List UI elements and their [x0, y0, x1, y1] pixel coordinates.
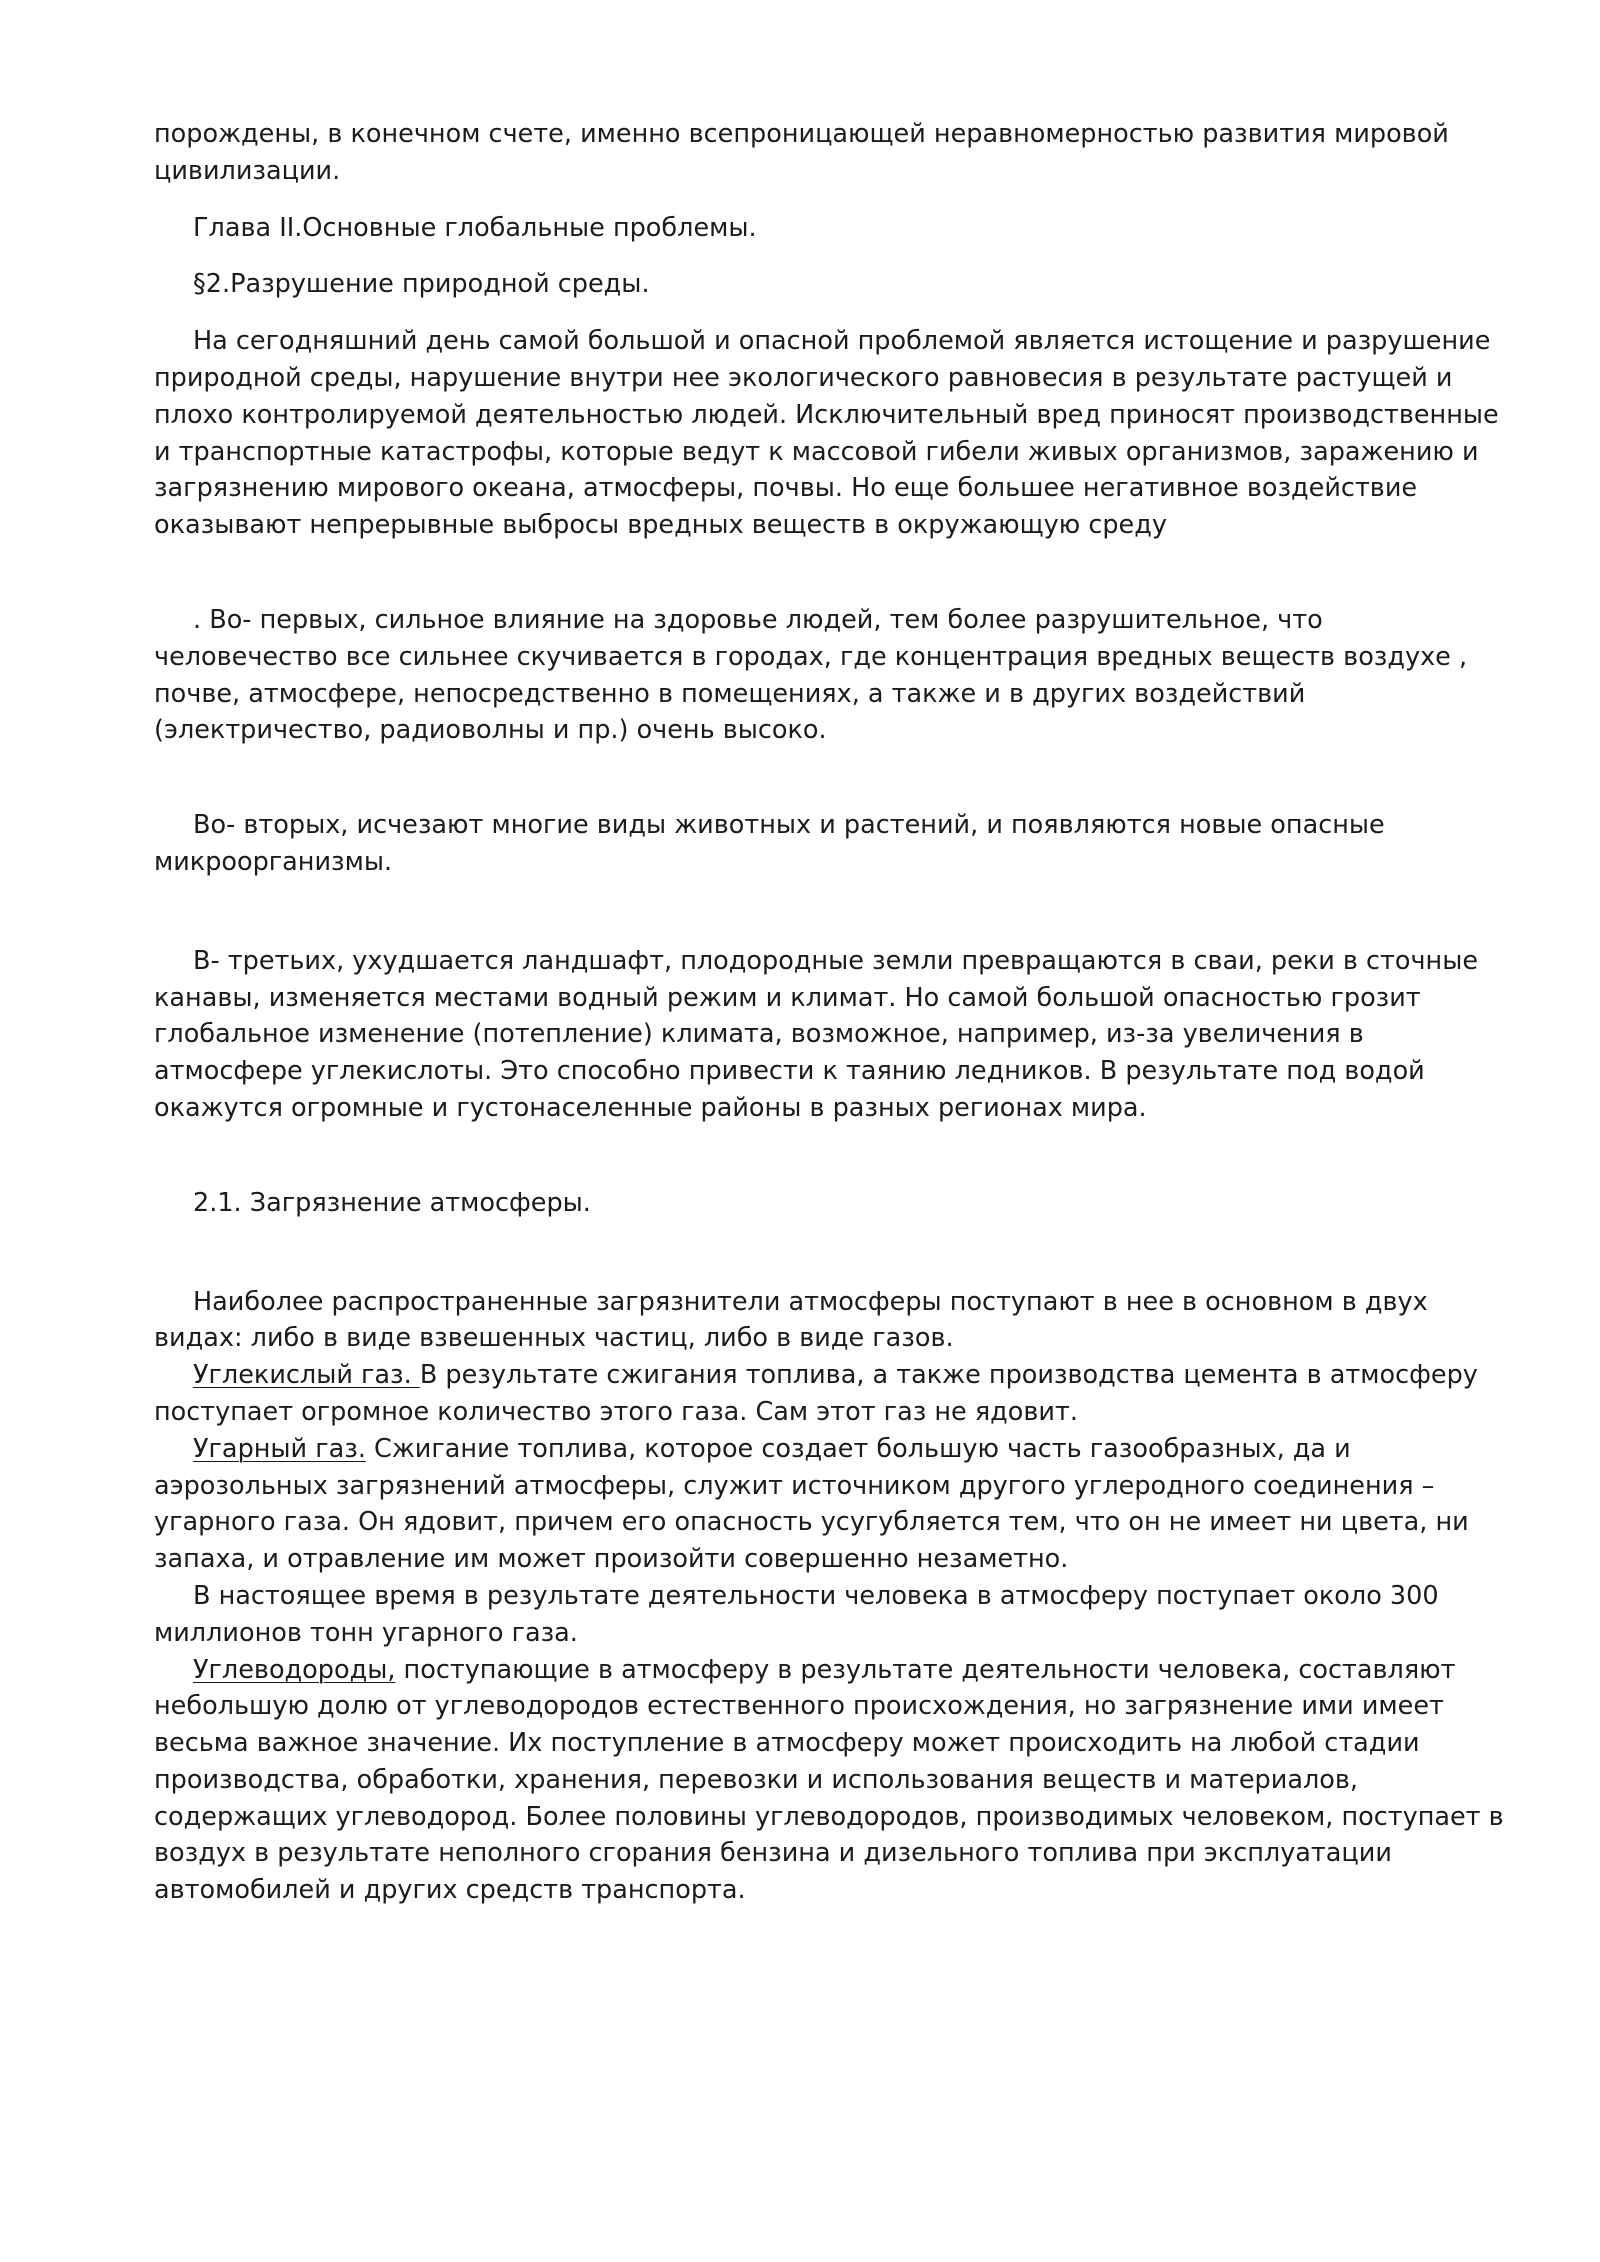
paragraph-pollutants: Наиболее распространенные загрязнители атмосферы поступают в нее в основном в двух видах: либо в виде взвешенных частиц, либо в виде газов. [154, 1286, 1428, 1354]
paragraph-co [154, 1431, 1514, 1578]
term-hydrocarbons: Углеводороды, [193, 1654, 396, 1685]
paragraph-third: В- третьих, ухудшается ландшафт, плодородные земли превращаются в сваи, реки в сточные канавы, изменяется местами водный режим и климат. Но самой большой опасностью грозит глобальное изменение (потепление) климата, возможное, например, из-за увеличения в атмосфере углекислоты. Это способно привести к таянию ледников. В результате под водой окажутся огромные и густонаселенные районы в разных регионах мира. [154, 945, 1479, 1123]
paragraph-co2-text: В результате сжигания топлива, а также производства цемента в атмосферу поступает огромное количество этого газа. Сам этот газ не ядовит. [154, 1360, 1478, 1427]
document-page [154, 116, 1514, 1909]
chapter-heading: Глава II.Основные глобальные проблемы. [193, 212, 757, 243]
section-heading: §2.Разрушение природной среды. [193, 269, 650, 300]
paragraph-hydrocarbons-text: поступающие в атмосферу в результате деятельности человека, составляют небольшую долю от углеводородов естественного происхождения, но загрязнение ими имеет весьма важное значение. Их поступление в атмосферу может происходить на любой стадии производства, обработки, хранения, перевозки и использования веществ и материалов, содержащих углеводород. Более половины углеводородов, производимых человеком, поступает в воздух в результате неполного сгорания бензина и дизельного топлива при эксплуатации автомобилей и других средств транспорта. [154, 1654, 1504, 1906]
paragraph-continuation: порождены, в конечном счете, именно всепроницающей неравномерностью развития мировой цивилизации. [154, 119, 1449, 186]
paragraph-first: . Во- первых, сильное влияние на здоровье людей, тем более разрушительное, что человечество все сильнее скучивается в городах, где концентрация вредных веществ воздухе , почве, атмосфере, непосредственно в помещениях, а также и в других воздействий (электричество, радиоволны и пр.) очень высоко. [154, 604, 1468, 746]
paragraph-co2 [154, 1357, 1514, 1431]
subsection-heading: 2.1. Загрязнение атмосферы. [193, 1187, 591, 1218]
term-co2: Углекислый газ. [193, 1360, 420, 1391]
paragraph-co-text: Сжигание топлива, которое создает большую часть газообразных, да и аэрозольных загрязнений атмосферы, служит источником другого углеродного соединения – угарного газа. Он ядовит, причем его опасность усугубляется тем, что он не имеет ни цвета, ни запаха, и отравление им может произойти совершенно незаметно. [154, 1433, 1469, 1575]
term-co: Угарный газ. [193, 1433, 366, 1464]
paragraph-hydrocarbons [154, 1652, 1514, 1910]
paragraph-intro: На сегодняшний день самой большой и опасной проблемой является истощение и разрушение природной среды, нарушение внутри нее экологического равновесия в результате растущей и плохо контролируемой деятельностью людей. Исключительный вред приносят производственные и транспортные катастрофы, которые ведут к массовой гибели живых организмов, заражению и загрязнению мирового океана, атмосферы, почвы. Но еще большее негативное воздействие оказывают непрерывные выбросы вредных веществ в окружающую среду [154, 326, 1499, 541]
paragraph-co-amount: В настоящее время в результате деятельности человека в атмосферу поступает около 300 миллионов тонн угарного газа. [154, 1580, 1439, 1648]
paragraph-second: Во- вторых, исчезают многие виды животных и растений, и появляются новые опасные микроорганизмы. [154, 810, 1385, 877]
